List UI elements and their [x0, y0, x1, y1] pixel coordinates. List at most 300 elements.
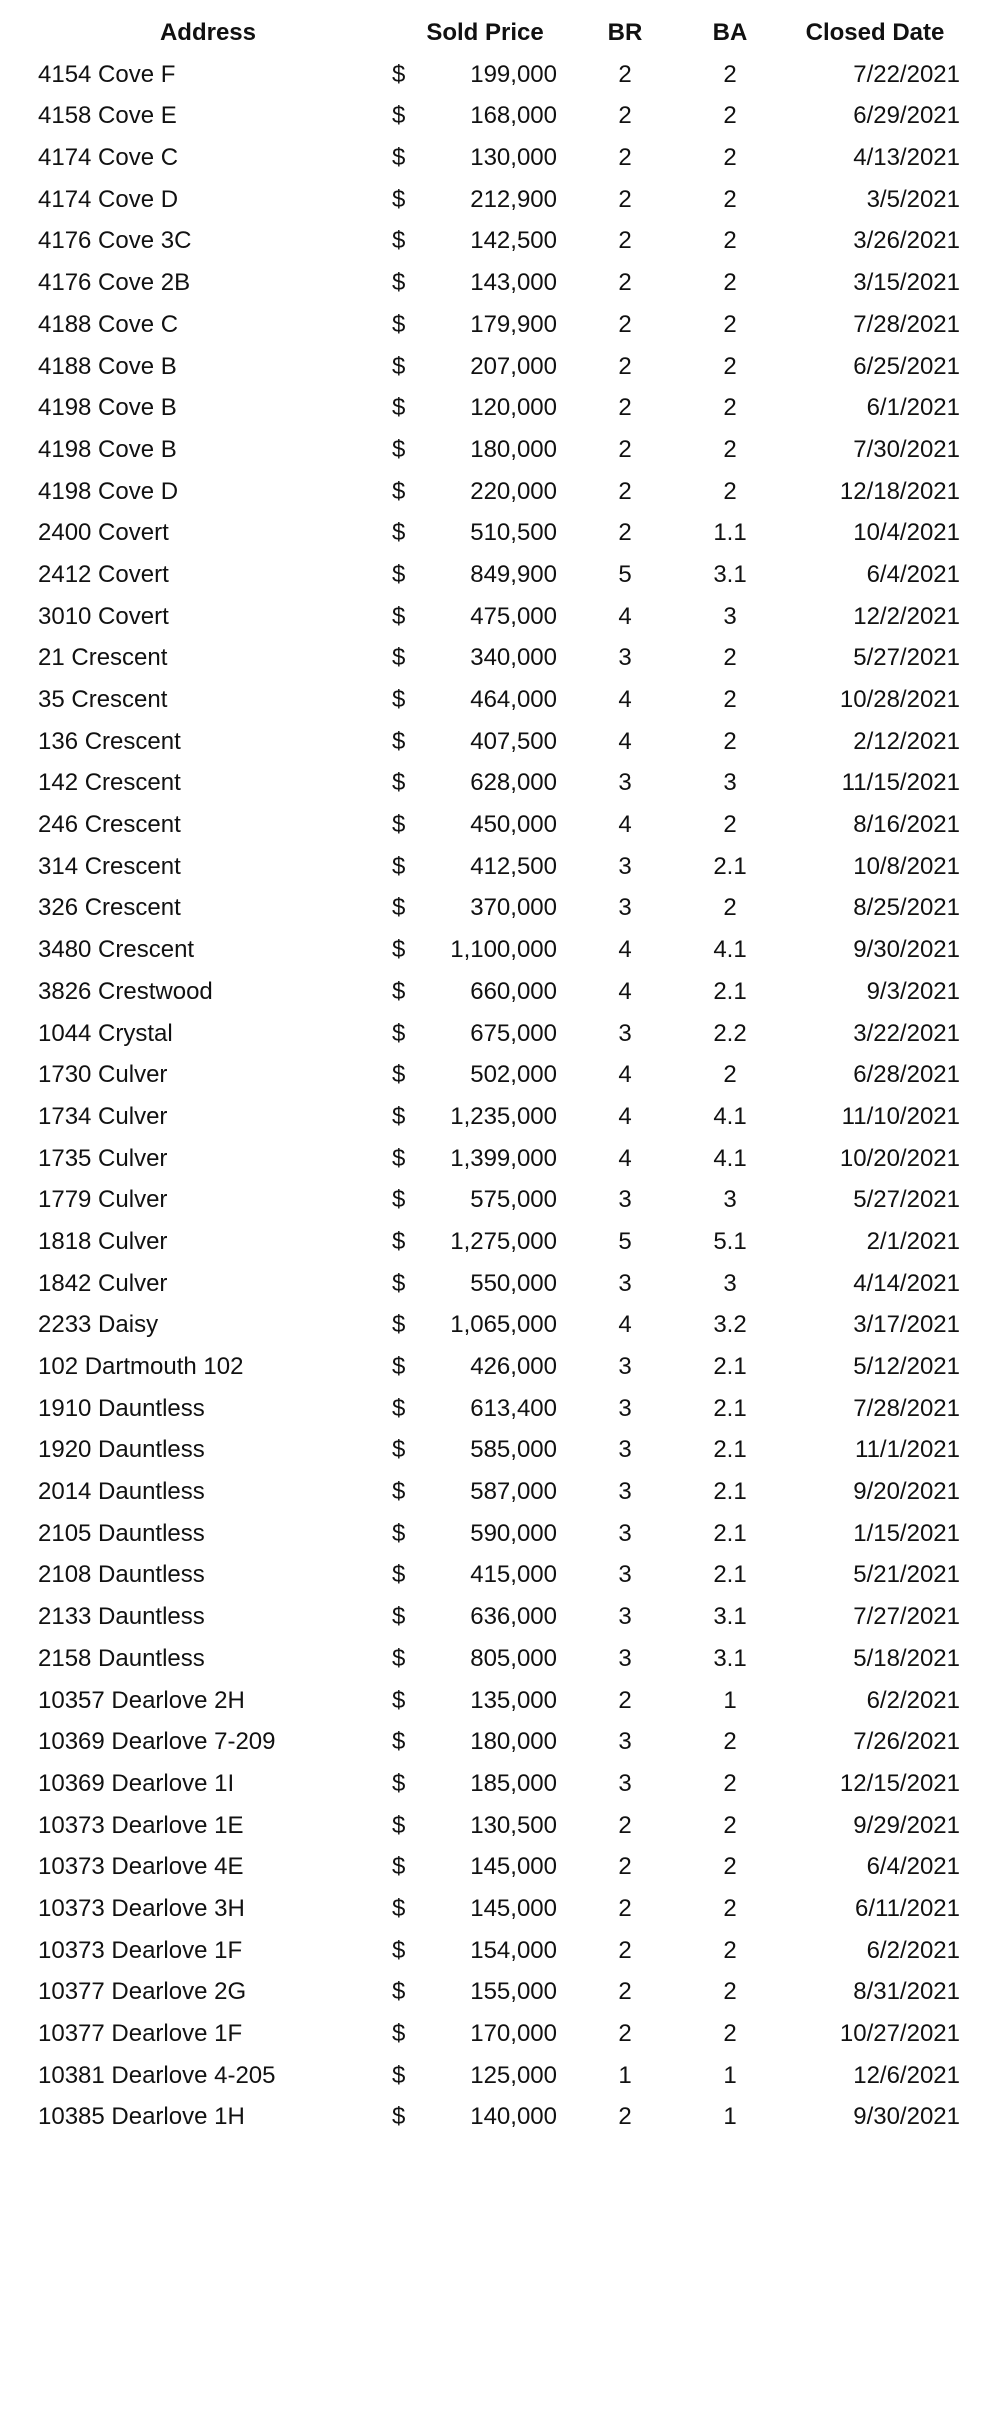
br-cell: 3	[618, 769, 632, 797]
sold-price-cell: 180,000	[470, 435, 557, 463]
closed-date-cell: 2/12/2021	[853, 727, 960, 755]
table-row	[0, 929, 990, 971]
ba-cell: 2	[723, 60, 737, 88]
sold-price-cell: 179,900	[470, 310, 557, 338]
br-cell: 2	[618, 2020, 632, 2047]
closed-date-cell: 3/26/2021	[853, 227, 960, 255]
table-row	[0, 1805, 990, 1847]
currency-symbol: $	[392, 1728, 406, 1756]
br-cell: 2	[618, 1936, 632, 1964]
closed-date-cell: 2/1/2021	[866, 1227, 960, 1255]
ba-cell: 2.1	[713, 1353, 747, 1380]
currency-symbol: $	[392, 1519, 406, 1547]
br-cell: 2	[618, 394, 632, 422]
sold-price-cell: 510,500	[470, 519, 557, 547]
table-row	[0, 512, 990, 554]
sold-price-cell: 450,000	[470, 811, 557, 839]
table-row	[0, 762, 990, 804]
currency-symbol: $	[392, 352, 406, 380]
address-cell: 10369 Dearlove 7-209	[38, 1728, 276, 1756]
sold-price-cell: 587,000	[470, 1478, 557, 1506]
ba-cell: 2	[723, 727, 737, 755]
closed-date-cell: 9/30/2021	[853, 936, 960, 964]
address-cell: 2105 Dauntless	[38, 1519, 205, 1547]
sold-price-cell: 199,000	[470, 60, 557, 88]
sold-price-cell: 154,000	[470, 1936, 557, 1964]
currency-symbol: $	[392, 394, 406, 422]
address-cell: 4174 Cove C	[38, 144, 179, 172]
br-cell: 2	[618, 60, 632, 88]
address-cell: 142 Crescent	[38, 769, 181, 797]
currency-symbol: $	[392, 102, 406, 130]
ba-cell: 2	[723, 811, 737, 839]
closed-date-cell: 9/30/2021	[853, 2103, 960, 2131]
sold-price-cell: 660,000	[470, 977, 557, 1005]
address-cell: 314 Crescent	[38, 852, 181, 880]
address-cell: 3010 Covert	[38, 602, 169, 630]
sold-price-cell: 207,000	[470, 352, 557, 380]
table-row	[0, 1721, 990, 1763]
currency-symbol: $	[392, 1269, 406, 1297]
table-row	[0, 95, 990, 137]
currency-symbol: $	[392, 185, 406, 213]
currency-symbol: $	[392, 727, 406, 755]
sold-price-cell: 220,000	[470, 477, 557, 505]
table-row	[0, 1429, 990, 1471]
table-row	[0, 1554, 990, 1596]
closed-date-cell: 7/28/2021	[853, 1394, 960, 1422]
currency-symbol: $	[392, 1478, 406, 1506]
closed-date-cell: 6/1/2021	[866, 394, 960, 422]
ba-cell: 2	[723, 227, 737, 255]
closed-date-cell: 10/27/2021	[839, 2020, 960, 2047]
table-row	[0, 1054, 990, 1096]
sold-price-cell: 636,000	[470, 1603, 557, 1631]
ba-cell: 3.2	[713, 1311, 747, 1339]
address-cell: 10373 Dearlove 4E	[38, 1853, 244, 1881]
table-row	[0, 971, 990, 1013]
address-cell: 102 Dartmouth 102	[38, 1353, 244, 1380]
address-cell: 4198 Cove B	[38, 435, 177, 463]
closed-date-cell: 3/22/2021	[853, 1019, 960, 1047]
closed-date-cell: 5/18/2021	[853, 1644, 960, 1672]
br-cell: 3	[618, 1186, 632, 1214]
table-row	[0, 54, 990, 96]
table-body	[0, 54, 990, 2138]
currency-symbol: $	[392, 811, 406, 839]
ba-cell: 2	[723, 352, 737, 380]
sold-price-cell: 1,065,000	[450, 1311, 557, 1339]
table-row	[0, 1513, 990, 1555]
ba-cell: 3	[723, 1186, 737, 1214]
br-cell: 4	[618, 1144, 632, 1172]
currency-symbol: $	[392, 1311, 406, 1339]
sold-price-cell: 340,000	[470, 644, 557, 672]
address-cell: 1818 Culver	[38, 1227, 168, 1255]
br-cell: 2	[618, 1686, 632, 1714]
table-row	[0, 387, 990, 429]
currency-symbol: $	[392, 936, 406, 964]
table-row	[0, 1971, 990, 2013]
br-cell: 3	[618, 1436, 632, 1464]
address-cell: 3480 Crescent	[38, 936, 195, 964]
closed-date-cell: 7/30/2021	[853, 435, 960, 463]
address-cell: 1779 Culver	[38, 1186, 168, 1214]
address-cell: 1734 Culver	[38, 1102, 168, 1130]
currency-symbol: $	[392, 2103, 406, 2131]
address-cell: 4176 Cove 3C	[38, 227, 192, 255]
br-cell: 3	[618, 1269, 632, 1297]
table-row	[0, 1263, 990, 1305]
address-cell: 246 Crescent	[38, 811, 181, 839]
currency-symbol: $	[392, 2020, 406, 2047]
address-cell: 10385 Dearlove 1H	[38, 2103, 245, 2131]
currency-symbol: $	[392, 1644, 406, 1672]
sold-price-cell: 130,500	[470, 1811, 557, 1839]
sold-price-cell: 185,000	[470, 1769, 557, 1797]
table-row	[0, 887, 990, 929]
table-row	[0, 1930, 990, 1972]
address-cell: 4158 Cove E	[38, 102, 177, 130]
address-cell: 2014 Dauntless	[38, 1478, 205, 1506]
address-cell: 1920 Dauntless	[38, 1436, 205, 1464]
address-cell: 10369 Dearlove 1I	[38, 1769, 235, 1797]
ba-cell: 2	[723, 185, 737, 213]
br-cell: 3	[618, 1394, 632, 1422]
table-row	[0, 471, 990, 513]
ba-cell: 2	[723, 144, 737, 172]
currency-symbol: $	[392, 1227, 406, 1255]
currency-symbol: $	[392, 1019, 406, 1047]
ba-cell: 2	[723, 102, 737, 130]
ba-cell: 2	[723, 894, 737, 922]
table-row	[0, 1471, 990, 1513]
address-cell: 4198 Cove B	[38, 394, 177, 422]
br-cell: 2	[618, 185, 632, 213]
address-cell: 4188 Cove B	[38, 352, 177, 380]
currency-symbol: $	[392, 1603, 406, 1631]
closed-date-cell: 12/6/2021	[853, 2061, 960, 2089]
address-cell: 2158 Dauntless	[38, 1644, 205, 1672]
currency-symbol: $	[392, 977, 406, 1005]
table-row	[0, 1680, 990, 1722]
br-cell: 4	[618, 686, 632, 713]
currency-symbol: $	[392, 1894, 406, 1922]
br-cell: 2	[618, 269, 632, 297]
ba-cell: 3.1	[713, 560, 747, 588]
closed-date-cell: 11/15/2021	[841, 769, 960, 797]
table-row	[0, 1013, 990, 1055]
ba-cell: 2.1	[713, 1519, 747, 1547]
header-closed-date: Closed Date	[805, 19, 945, 46]
br-cell: 4	[618, 1102, 632, 1130]
sold-price-cell: 613,400	[470, 1394, 557, 1422]
currency-symbol: $	[392, 1144, 406, 1172]
closed-date-cell: 1/15/2021	[853, 1519, 960, 1547]
br-cell: 2	[618, 1811, 632, 1839]
sold-price-cell: 145,000	[470, 1894, 557, 1922]
br-cell: 3	[618, 852, 632, 880]
header-sold-price: Sold Price	[426, 19, 544, 46]
ba-cell: 4.1	[713, 1144, 747, 1172]
address-cell: 4154 Cove F	[38, 60, 176, 88]
currency-symbol: $	[392, 144, 406, 172]
closed-date-cell: 7/26/2021	[853, 1728, 960, 1756]
sold-price-cell: 628,000	[470, 769, 557, 797]
sold-price-cell: 120,000	[470, 394, 557, 422]
table-row	[0, 679, 990, 721]
currency-symbol: $	[392, 894, 406, 922]
ba-cell: 2	[723, 1769, 737, 1797]
header-ba: BA	[712, 19, 748, 46]
sold-price-cell: 180,000	[470, 1728, 557, 1756]
br-cell: 3	[618, 1019, 632, 1047]
table-row	[0, 1388, 990, 1430]
currency-symbol: $	[392, 435, 406, 463]
table-row	[0, 137, 990, 179]
currency-symbol: $	[392, 1186, 406, 1214]
closed-date-cell: 10/20/2021	[839, 1144, 960, 1172]
closed-date-cell: 6/28/2021	[853, 1061, 960, 1089]
sold-price-cell: 805,000	[470, 1644, 557, 1672]
header-br: BR	[607, 19, 643, 46]
currency-symbol: $	[392, 1769, 406, 1797]
ba-cell: 2	[723, 1811, 737, 1839]
br-cell: 2	[618, 435, 632, 463]
closed-date-cell: 6/2/2021	[866, 1936, 960, 1964]
sold-price-cell: 1,275,000	[450, 1227, 557, 1255]
closed-date-cell: 9/20/2021	[853, 1478, 960, 1506]
ba-cell: 2	[723, 269, 737, 297]
sold-price-cell: 585,000	[470, 1436, 557, 1464]
address-cell: 4188 Cove C	[38, 310, 179, 338]
sold-price-cell: 426,000	[470, 1353, 557, 1380]
ba-cell: 4.1	[713, 936, 747, 964]
address-cell: 2400 Covert	[38, 519, 169, 547]
ba-cell: 2.1	[713, 1436, 747, 1464]
br-cell: 2	[618, 144, 632, 172]
closed-date-cell: 5/21/2021	[853, 1561, 960, 1589]
table-row	[0, 596, 990, 638]
address-cell: 10377 Dearlove 1F	[38, 2020, 243, 2047]
address-cell: 1842 Culver	[38, 1269, 168, 1297]
closed-date-cell: 11/1/2021	[855, 1436, 960, 1464]
closed-date-cell: 6/29/2021	[853, 102, 960, 130]
closed-date-cell: 8/25/2021	[853, 894, 960, 922]
br-cell: 2	[618, 102, 632, 130]
address-cell: 10373 Dearlove 1F	[38, 1936, 243, 1964]
address-cell: 35 Crescent	[38, 686, 168, 713]
closed-date-cell: 6/4/2021	[866, 560, 960, 588]
br-cell: 4	[618, 602, 632, 630]
table-row	[0, 721, 990, 763]
sold-price-cell: 475,000	[470, 602, 557, 630]
sold-price-cell: 1,100,000	[450, 936, 557, 964]
sold-price-cell: 1,399,000	[450, 1144, 557, 1172]
br-cell: 3	[618, 1478, 632, 1506]
ba-cell: 3.1	[713, 1603, 747, 1631]
ba-cell: 2	[723, 1061, 737, 1089]
currency-symbol: $	[392, 1811, 406, 1839]
address-cell: 2133 Dauntless	[38, 1603, 205, 1631]
ba-cell: 1	[723, 1686, 737, 1714]
closed-date-cell: 6/25/2021	[853, 352, 960, 380]
br-cell: 4	[618, 936, 632, 964]
br-cell: 3	[618, 1353, 632, 1380]
sold-price-cell: 464,000	[470, 686, 557, 713]
table-row	[0, 346, 990, 388]
closed-date-cell: 10/28/2021	[839, 686, 960, 713]
ba-cell: 2	[723, 644, 737, 672]
address-cell: 10373 Dearlove 3H	[38, 1894, 245, 1922]
closed-date-cell: 8/16/2021	[853, 811, 960, 839]
table-header-row	[0, 12, 990, 54]
br-cell: 2	[618, 477, 632, 505]
closed-date-cell: 4/14/2021	[853, 1269, 960, 1297]
br-cell: 3	[618, 1769, 632, 1797]
address-cell: 1044 Crystal	[38, 1019, 173, 1047]
ba-cell: 2	[723, 394, 737, 422]
ba-cell: 2	[723, 477, 737, 505]
table-row	[0, 1596, 990, 1638]
address-cell: 1910 Dauntless	[38, 1394, 205, 1422]
ba-cell: 2.1	[713, 977, 747, 1005]
ba-cell: 2.1	[713, 1394, 747, 1422]
sold-price-cell: 130,000	[470, 144, 557, 172]
br-cell: 2	[618, 519, 632, 547]
address-cell: 10373 Dearlove 1E	[38, 1811, 244, 1839]
sold-price-cell: 135,000	[470, 1686, 557, 1714]
ba-cell: 5.1	[713, 1227, 747, 1255]
table-row	[0, 1846, 990, 1888]
closed-date-cell: 9/3/2021	[866, 977, 960, 1005]
currency-symbol: $	[392, 269, 406, 297]
currency-symbol: $	[392, 602, 406, 630]
table-row	[0, 262, 990, 304]
currency-symbol: $	[392, 560, 406, 588]
ba-cell: 2	[723, 1894, 737, 1922]
closed-date-cell: 12/2/2021	[853, 602, 960, 630]
table-row	[0, 179, 990, 221]
sold-price-cell: 168,000	[470, 102, 557, 130]
currency-symbol: $	[392, 1436, 406, 1464]
br-cell: 3	[618, 1561, 632, 1589]
table-row	[0, 1096, 990, 1138]
br-cell: 1	[618, 2061, 632, 2089]
ba-cell: 1	[723, 2061, 737, 2089]
br-cell: 5	[618, 560, 632, 588]
sold-price-cell: 412,500	[470, 852, 557, 880]
currency-symbol: $	[392, 1978, 406, 2006]
ba-cell: 2.1	[713, 852, 747, 880]
currency-symbol: $	[392, 1853, 406, 1881]
br-cell: 4	[618, 811, 632, 839]
closed-date-cell: 7/28/2021	[853, 310, 960, 338]
table-row	[0, 1888, 990, 1930]
closed-date-cell: 3/5/2021	[866, 185, 960, 213]
closed-date-cell: 5/27/2021	[853, 1186, 960, 1214]
address-cell: 10381 Dearlove 4-205	[38, 2061, 276, 2089]
ba-cell: 3	[723, 1269, 737, 1297]
table-row	[0, 1138, 990, 1180]
ba-cell: 1	[723, 2103, 737, 2131]
sold-price-cell: 575,000	[470, 1186, 557, 1214]
sold-price-cell: 170,000	[470, 2020, 557, 2047]
br-cell: 4	[618, 977, 632, 1005]
currency-symbol: $	[392, 2061, 406, 2089]
sales-table	[0, 12, 990, 2138]
address-cell: 1730 Culver	[38, 1061, 168, 1089]
currency-symbol: $	[392, 644, 406, 672]
header-address: Address	[159, 19, 257, 46]
br-cell: 3	[618, 1728, 632, 1756]
ba-cell: 2	[723, 1853, 737, 1881]
address-cell: 2412 Covert	[38, 560, 169, 588]
ba-cell: 4.1	[713, 1102, 747, 1130]
closed-date-cell: 12/18/2021	[839, 477, 960, 505]
br-cell: 2	[618, 227, 632, 255]
currency-symbol: $	[392, 477, 406, 505]
currency-symbol: $	[392, 1394, 406, 1422]
table-row	[0, 304, 990, 346]
br-cell: 2	[618, 1978, 632, 2006]
ba-cell: 3	[723, 602, 737, 630]
sold-price-cell: 550,000	[470, 1269, 557, 1297]
table-row	[0, 220, 990, 262]
address-cell: 10377 Dearlove 2G	[38, 1978, 247, 2006]
currency-symbol: $	[392, 1561, 406, 1589]
currency-symbol: $	[392, 686, 406, 713]
closed-date-cell: 12/15/2021	[839, 1769, 960, 1797]
table-row	[0, 1179, 990, 1221]
ba-cell: 2	[723, 686, 737, 713]
br-cell: 4	[618, 1061, 632, 1089]
closed-date-cell: 10/4/2021	[853, 519, 960, 547]
sold-price-cell: 849,900	[470, 560, 557, 588]
br-cell: 3	[618, 894, 632, 922]
closed-date-cell: 3/17/2021	[853, 1311, 960, 1339]
sold-price-cell: 415,000	[470, 1561, 557, 1589]
currency-symbol: $	[392, 519, 406, 547]
ba-cell: 2	[723, 310, 737, 338]
ba-cell: 2	[723, 1978, 737, 2006]
sold-price-cell: 502,000	[470, 1061, 557, 1089]
closed-date-cell: 11/10/2021	[841, 1102, 960, 1130]
br-cell: 2	[618, 2103, 632, 2131]
sold-price-cell: 1,235,000	[450, 1102, 557, 1130]
address-cell: 136 Crescent	[38, 727, 181, 755]
address-cell: 1735 Culver	[38, 1144, 168, 1172]
table-row	[0, 637, 990, 679]
br-cell: 2	[618, 1894, 632, 1922]
closed-date-cell: 6/4/2021	[866, 1853, 960, 1881]
table-row	[0, 2096, 990, 2138]
closed-date-cell: 7/27/2021	[853, 1603, 960, 1631]
closed-date-cell: 6/2/2021	[866, 1686, 960, 1714]
ba-cell: 2.1	[713, 1561, 747, 1589]
br-cell: 2	[618, 352, 632, 380]
closed-date-cell: 6/11/2021	[855, 1894, 960, 1922]
closed-date-cell: 8/31/2021	[853, 1978, 960, 2006]
address-cell: 2108 Dauntless	[38, 1561, 205, 1589]
closed-date-cell: 3/15/2021	[853, 269, 960, 297]
currency-symbol: $	[392, 1686, 406, 1714]
sold-price-cell: 125,000	[470, 2061, 557, 2089]
sold-price-cell: 143,000	[470, 269, 557, 297]
ba-cell: 3.1	[713, 1644, 747, 1672]
sold-price-cell: 145,000	[470, 1853, 557, 1881]
sold-price-cell: 140,000	[470, 2103, 557, 2131]
